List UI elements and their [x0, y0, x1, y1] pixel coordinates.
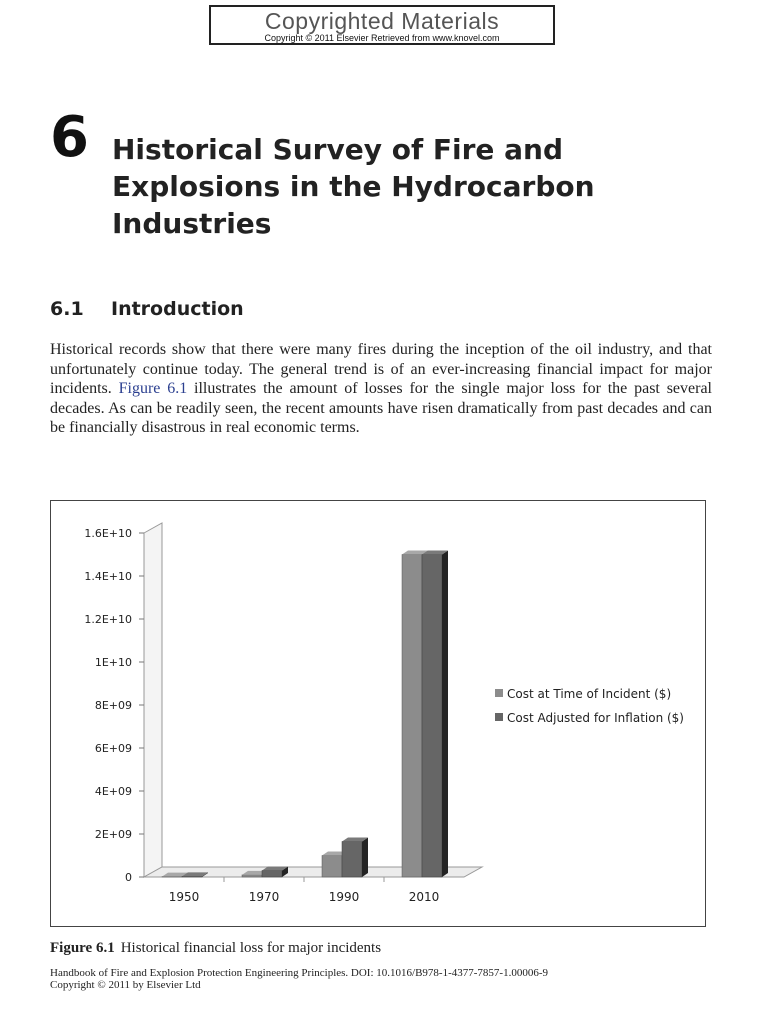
stamp-title: Copyrighted Materials — [264, 8, 500, 34]
copyright-stamp — [209, 5, 555, 45]
figure-link[interactable]: Figure 6.1 — [118, 380, 188, 398]
bar-front — [182, 876, 202, 877]
bar-front — [422, 555, 442, 878]
y-tick-label: 1.4E+10 — [84, 570, 132, 583]
chapter-title-line-3: Industries — [112, 207, 272, 240]
y-tick-label: 0 — [125, 871, 132, 884]
x-tick-label: 1990 — [328, 890, 360, 904]
bar-front — [262, 871, 282, 877]
caption-text: Historical financial loss for major incidents — [120, 940, 382, 956]
bar-front — [242, 875, 262, 877]
legend-swatch — [495, 713, 503, 721]
x-tick-label: 1950 — [168, 890, 200, 904]
intro-text-before: Historical records show that there were many fires during the inception of the oil industry, and that unfortunately continue today. The general trend is of an ever-increasing financial impact for major incidents. — [50, 341, 712, 398]
legend-label: Cost Adjusted for Inflation ($) — [507, 711, 684, 725]
stamp-subtitle: Copyright © 2011 Elsevier Retrieved from www.knovel.com — [264, 33, 500, 43]
y-tick-label: 8E+09 — [94, 699, 132, 712]
figure-caption — [50, 939, 381, 957]
intro-paragraph — [50, 340, 712, 438]
bar-side — [442, 551, 448, 878]
section-heading — [50, 297, 244, 321]
page-footer — [50, 967, 730, 991]
y-tick-label: 1.6E+10 — [84, 527, 132, 540]
section-title: Introduction — [111, 298, 244, 320]
bar-side — [362, 838, 368, 877]
chapter-number: 6 — [50, 105, 89, 170]
chapter-title — [112, 131, 712, 242]
y-tick-label: 1E+10 — [94, 656, 132, 669]
legend-label: Cost at Time of Incident ($) — [507, 687, 672, 701]
bar-front — [322, 856, 342, 878]
y-tick-label: 1.2E+10 — [84, 613, 132, 626]
y-tick-label: 2E+09 — [94, 828, 132, 841]
intro-text-after: illustrates the amount of losses for the single major loss for the past several decades. As can be readily seen, the recent amounts have risen dramatically from past decades and can be financially disastrous in real economic terms. — [50, 380, 712, 437]
x-tick-label: 1970 — [248, 890, 280, 904]
figure-chart — [50, 500, 706, 927]
bar-chart — [51, 501, 705, 926]
chapter-title-line-1: Historical Survey of Fire and — [112, 133, 564, 166]
y-tick-label: 6E+09 — [94, 742, 132, 755]
footer-copyright: Copyright © 2011 by Elsevier Ltd — [50, 979, 201, 991]
x-tick-label: 2010 — [408, 890, 440, 904]
section-number: 6.1 — [50, 298, 84, 320]
footer-doi: Handbook of Fire and Explosion Protection Engineering Principles. DOI: 10.1016/B978-1-4377-7857-1.00006-9 — [50, 967, 548, 979]
chart-side-wall — [144, 523, 162, 877]
legend-swatch — [495, 689, 503, 697]
caption-label: Figure 6.1 — [50, 940, 115, 956]
chapter-title-line-2: Explosions in the Hydrocarbon — [112, 170, 595, 203]
bar-front — [402, 555, 422, 878]
bar-front — [342, 842, 362, 877]
y-tick-label: 4E+09 — [94, 785, 132, 798]
